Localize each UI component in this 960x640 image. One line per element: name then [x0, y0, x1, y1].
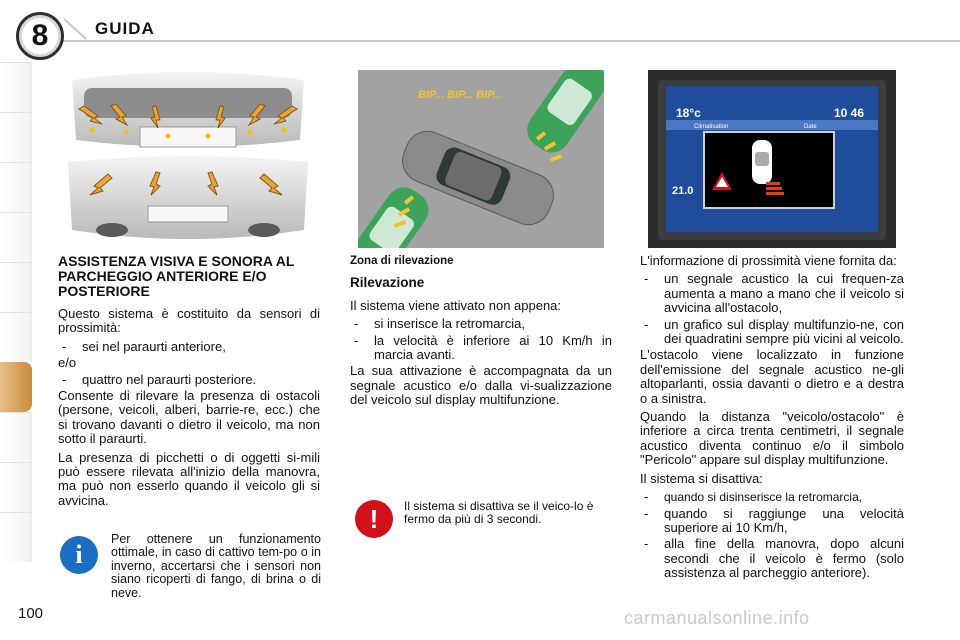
chapter-tabs — [0, 62, 32, 562]
list-item: - quando si disinserisce la retromarcia, — [644, 489, 863, 505]
section-heading: ASSISTENZA VISIVA E SONORA AL PARCHEGGIO ANTERIORE E/O POSTERIORE — [58, 253, 295, 299]
chapter-tab[interactable] — [0, 312, 32, 362]
paragraph: L'ostacolo viene localizzato in funzione dell'emissione del segnale acustico ne-gli altoparlanti, ossia davanti o dietro e a destra o a sinistra. — [640, 347, 904, 406]
chapter-tab[interactable] — [0, 112, 32, 162]
page-number: 100 — [18, 605, 44, 622]
chapter-tab[interactable] — [0, 512, 32, 562]
display-clock: 10 46 — [834, 106, 865, 120]
subheading-detection-zone: Zona di rilevazione — [350, 255, 454, 267]
info-text: Per ottenere un funzionamento ottimale, in caso di cattivo tem-po o in inverno, accertarsi che i sensori non siano ricoperti di fango, di brina o di neve. — [111, 532, 321, 600]
column-left — [58, 254, 320, 512]
list-item: - alla fine della manovra, dopo alcuni secondi che il veicolo è fermo (solo assistenza al parcheggio anteriore). — [644, 536, 904, 581]
header-rule-diagonal — [63, 18, 87, 40]
list-item: - si inserisce la retromarcia, — [354, 316, 525, 332]
chapter-tab[interactable] — [0, 462, 32, 512]
chapter-tab[interactable] — [0, 162, 32, 212]
heading-detection: Rilevazione — [350, 275, 425, 291]
display-menu-right: Date — [804, 124, 817, 130]
header — [0, 0, 960, 50]
list-item: - quando si raggiunge una velocità superiore ai 10 Km/h, — [644, 505, 904, 535]
chapter-tab[interactable] — [0, 412, 32, 462]
list-item: - la velocità è inferiore ai 10 Km/h in marcia avanti. — [354, 332, 612, 363]
paragraph: L'informazione di prossimità viene fornita da: — [640, 253, 897, 268]
bumper-sensors-illustration — [64, 70, 312, 248]
warning-icon: ! — [355, 500, 393, 538]
paragraph: La presenza di picchetti o di oggetti si-mili può essere rilevata all'inizio della manovra, ma può non esserlo quando il veicolo gli si avvicina. — [58, 449, 320, 508]
intro-paragraph: Questo sistema è costituito da sensori di prossimità: — [58, 306, 320, 336]
paragraph: Quando la distanza "veicolo/ostacolo" è inferiore a circa trenta centimetri, il segnale acustico diventa continuo e/o il simbolo "Pericolo" appare sul display multifunzione. — [640, 409, 904, 468]
display-bottom-value: 21.0 — [672, 185, 694, 197]
info-icon: i — [60, 536, 98, 574]
list-item: - un segnale acustico la cui frequen-za aumenta a mano a mano che il veicolo si avvicina all'ostacolo, — [644, 271, 904, 316]
chapter-tab-active[interactable] — [0, 362, 32, 412]
paragraph: Consente di rilevare la presenza di ostacoli (persone, veicoli, alberi, barrie-re, ecc.) che si trovano davanti o dietro il veicolo, ma non sotto il paraurti. — [58, 388, 320, 447]
multifunction-display-illustration — [648, 70, 896, 248]
chapter-tab[interactable] — [0, 62, 32, 112]
display-menu-left: Climatisation — [694, 124, 729, 130]
list-item: - un grafico sul display multifunzio-ne, con dei quadratini sempre più vicini al veicolo. — [644, 316, 904, 347]
list-item: - sei nel paraurti anteriore, — [62, 338, 226, 354]
column-middle — [350, 254, 612, 412]
beep-text: BIP... BIP... BIP... — [418, 89, 503, 101]
column-right — [640, 254, 904, 583]
chapter-tab[interactable] — [0, 212, 32, 262]
paragraph: Il sistema viene attivato non appena: — [350, 297, 562, 313]
watermark: carmanualsonline.info — [624, 608, 810, 628]
warning-text: Il sistema si disattiva se il veico-lo è fermo da più di 3 secondi. — [404, 499, 594, 526]
display-temperature: 18°c — [676, 106, 701, 120]
parking-detection-illustration — [358, 70, 604, 248]
chapter-title: GUIDA — [95, 19, 155, 38]
paragraph: La sua attivazione è accompagnata da un segnale acustico e/o dalla vi-sualizzazione del veicolo sul display multifunzione. — [350, 363, 612, 408]
header-rule — [62, 40, 960, 42]
list-item: - quattro nel paraurti posteriore. — [62, 371, 257, 387]
and-or-text: e/o — [58, 355, 77, 371]
chapter-number-badge: 8 — [16, 12, 64, 60]
paragraph: Il sistema si disattiva: — [640, 470, 763, 486]
chapter-tab[interactable] — [0, 262, 32, 312]
